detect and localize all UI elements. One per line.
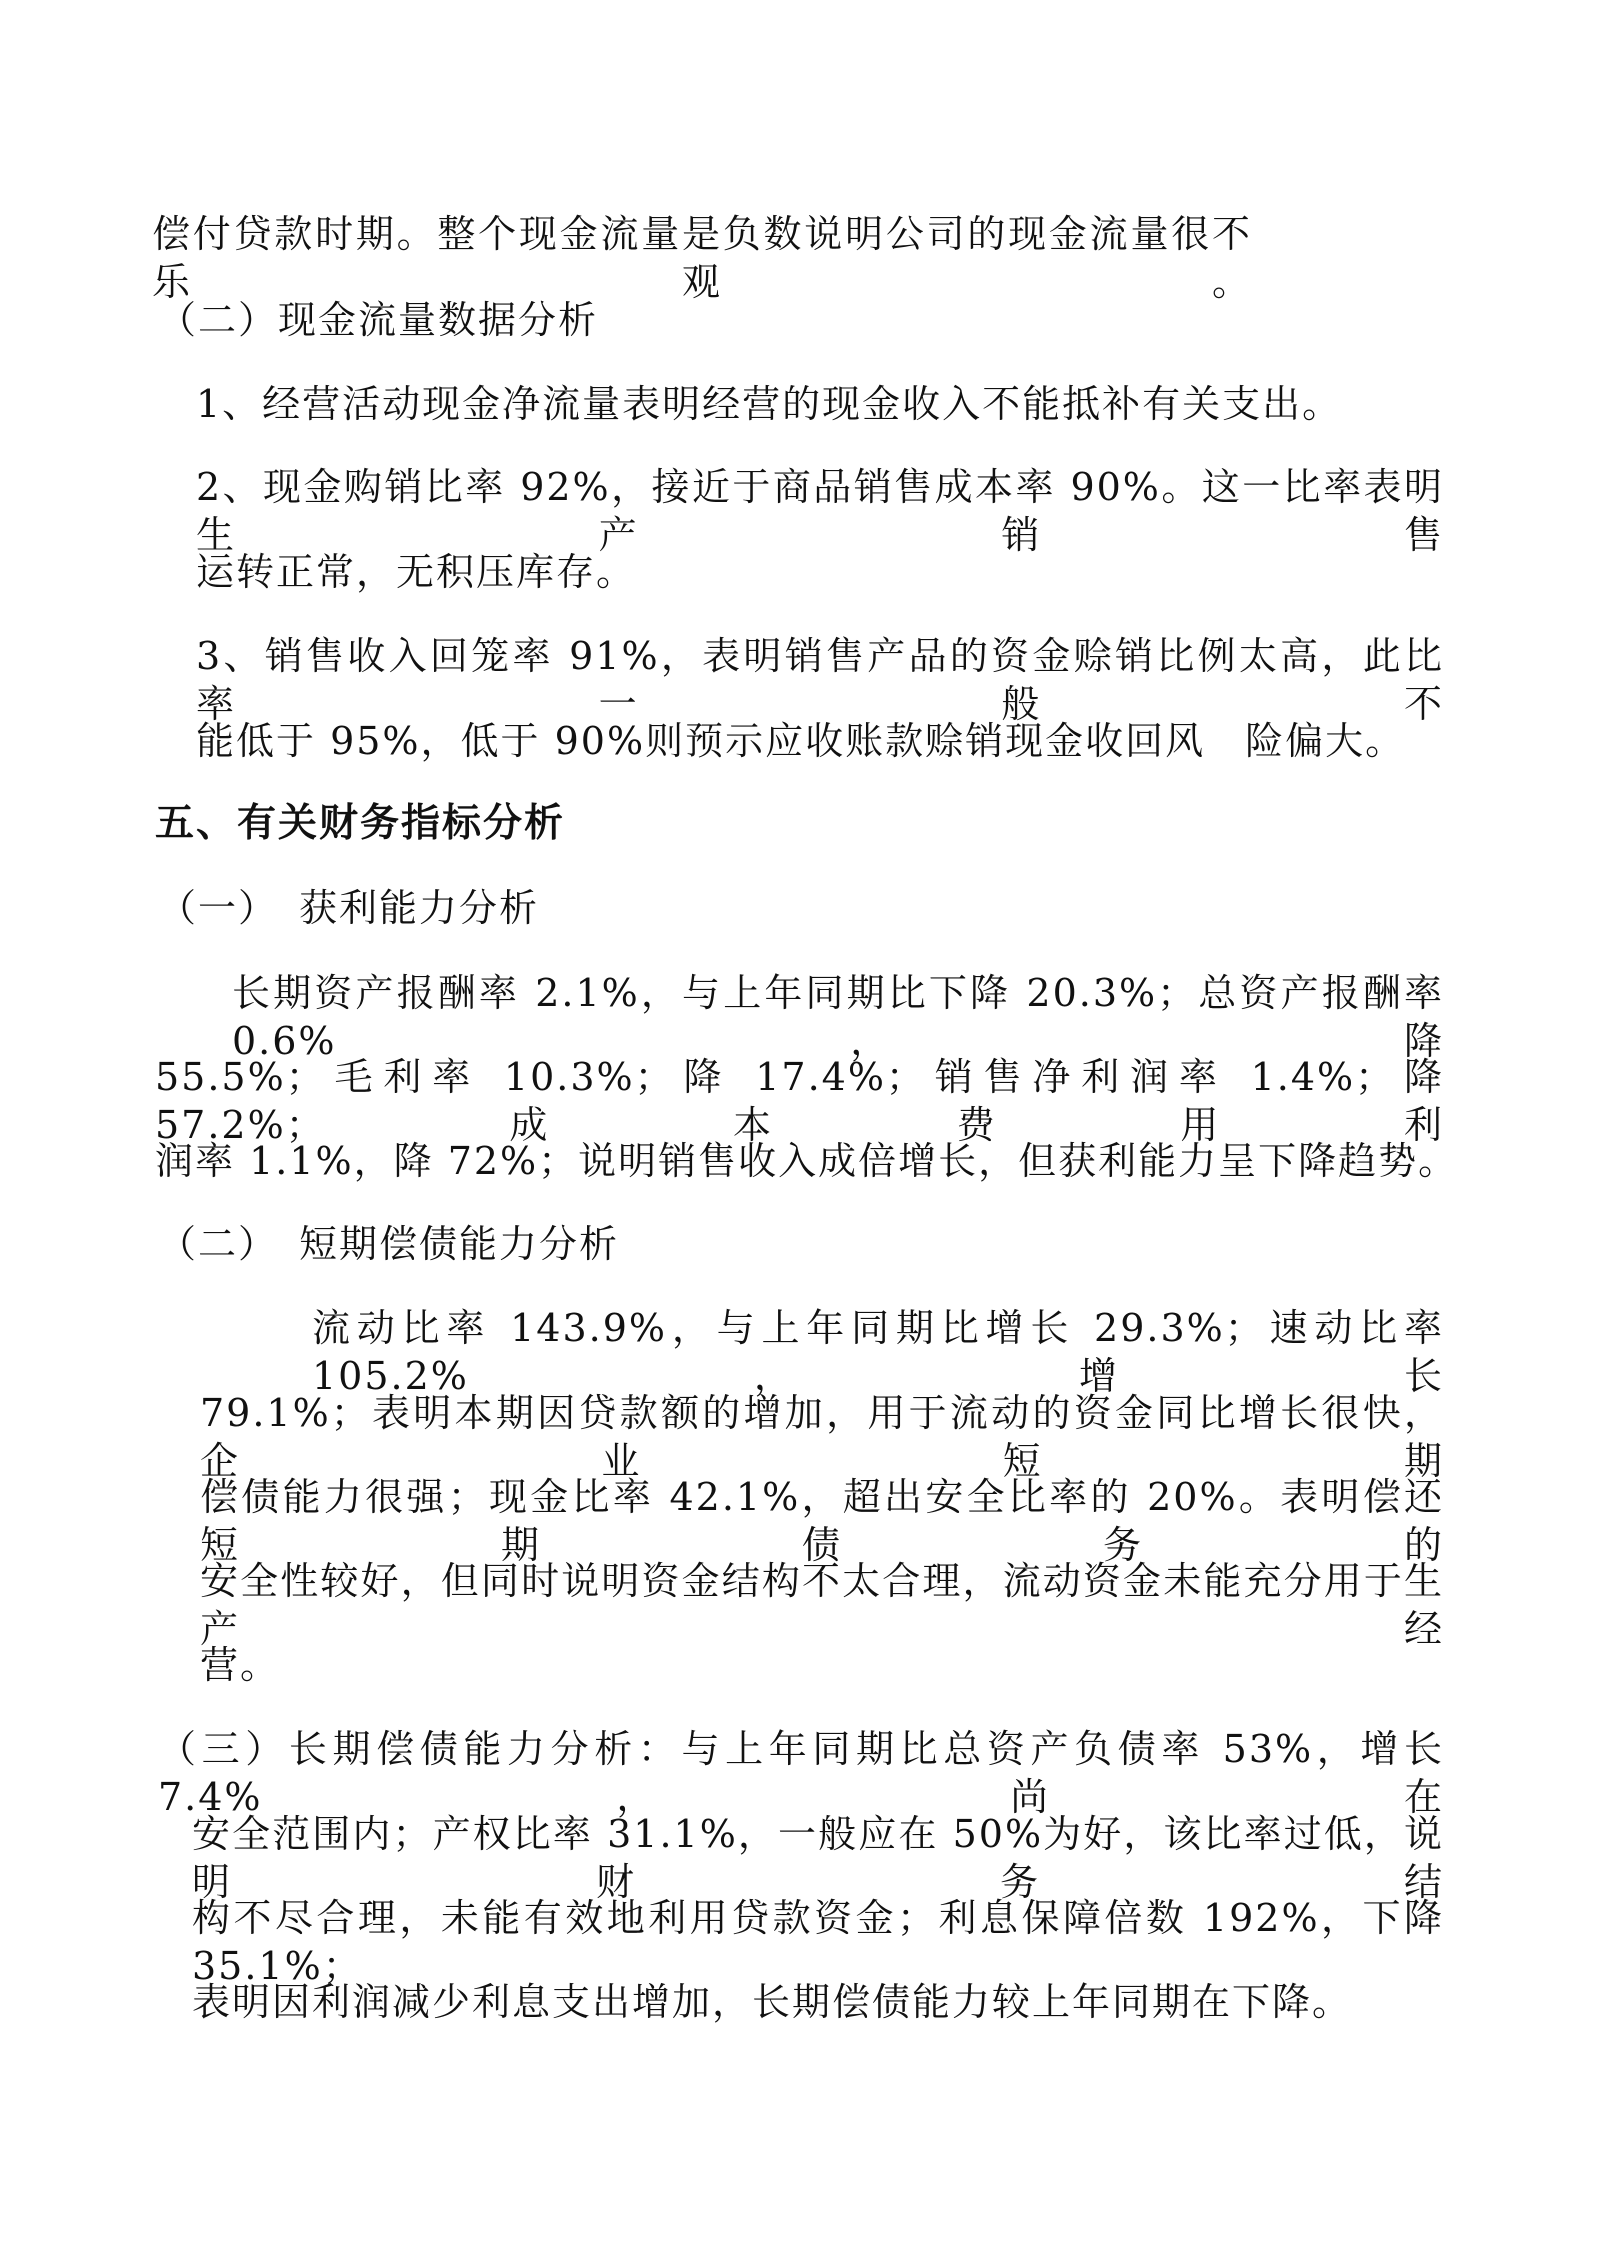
text-line-1: 偿付贷款时期。整个现金流量是负数说明公司的现金流量很不乐观。	[152, 212, 1252, 304]
list-item-3-line-1: 3、销售收入回笼率 91%，表明销售产品的资金赊销比例太高，此比率一般不	[196, 634, 1444, 726]
short-term-line-5: 营。	[200, 1643, 281, 1687]
profitability-line-2: 55.5%；毛利率 10.3%；降 17.4%；销售净利润率 1.4%；降 57.2%；成本费用利	[155, 1055, 1444, 1147]
short-term-line-2: 79.1%；表明本期因贷款额的增加，用于流动的资金同比增长很快，企业短期	[200, 1391, 1444, 1483]
long-term-line-3: 构不尽合理，未能有效地利用贷款资金；利息保障倍数 192%，下降 35.1%；	[192, 1896, 1444, 1988]
profitability-line-1: 长期资产报酬率 2.1%，与上年同期比下降 20.3%；总资产报酬率 0.6%，降	[232, 971, 1444, 1063]
list-item-1: 1、经营活动现金净流量表明经营的现金收入不能抵补有关支出。	[196, 382, 1343, 426]
long-term-line-4: 表明因利润减少利息支出增加，长期偿债能力较上年同期在下降。	[192, 1980, 1353, 2024]
list-item-3-line-2: 能低于 95%，低于 90%则预示应收账款赊销现金收回风 险偏大。	[196, 719, 1406, 763]
list-item-2-line-1: 2、现金购销比率 92%，接近于商品销售成本率 90%。这一比率表明生产销售	[196, 465, 1444, 557]
list-item-2-line-2: 运转正常，无积压库存。	[196, 550, 637, 594]
profitability-line-3: 润率 1.1%，降 72%；说明销售收入成倍增长，但获利能力呈下降趋势。	[155, 1139, 1459, 1183]
short-term-line-1: 流动比率 143.9%，与上年同期比增长 29.3%；速动比率 105.2%，增长	[312, 1306, 1444, 1398]
section-heading-5: 五、有关财务指标分析	[155, 801, 566, 846]
subheading-short-term-solvency: （二） 短期偿债能力分析	[158, 1222, 620, 1266]
short-term-line-3: 偿债能力很强；现金比率 42.1%，超出安全比率的 20%。表明偿还短期债务的	[200, 1475, 1444, 1567]
short-term-line-4: 安全性较好，但同时说明资金结构不太合理，流动资金未能充分用于生产经	[200, 1559, 1444, 1651]
long-term-line-1: （三）长期偿债能力分析：与上年同期比总资产负债率 53%，增长 7.4%，尚在	[158, 1727, 1444, 1819]
subheading-profitability: （一） 获利能力分析	[158, 886, 540, 930]
long-term-line-2: 安全范围内；产权比率 31.1%，一般应在 50%为好，该比率过低，说明财务结	[192, 1812, 1444, 1904]
subheading-cashflow-analysis: （二）现金流量数据分析	[158, 298, 599, 342]
